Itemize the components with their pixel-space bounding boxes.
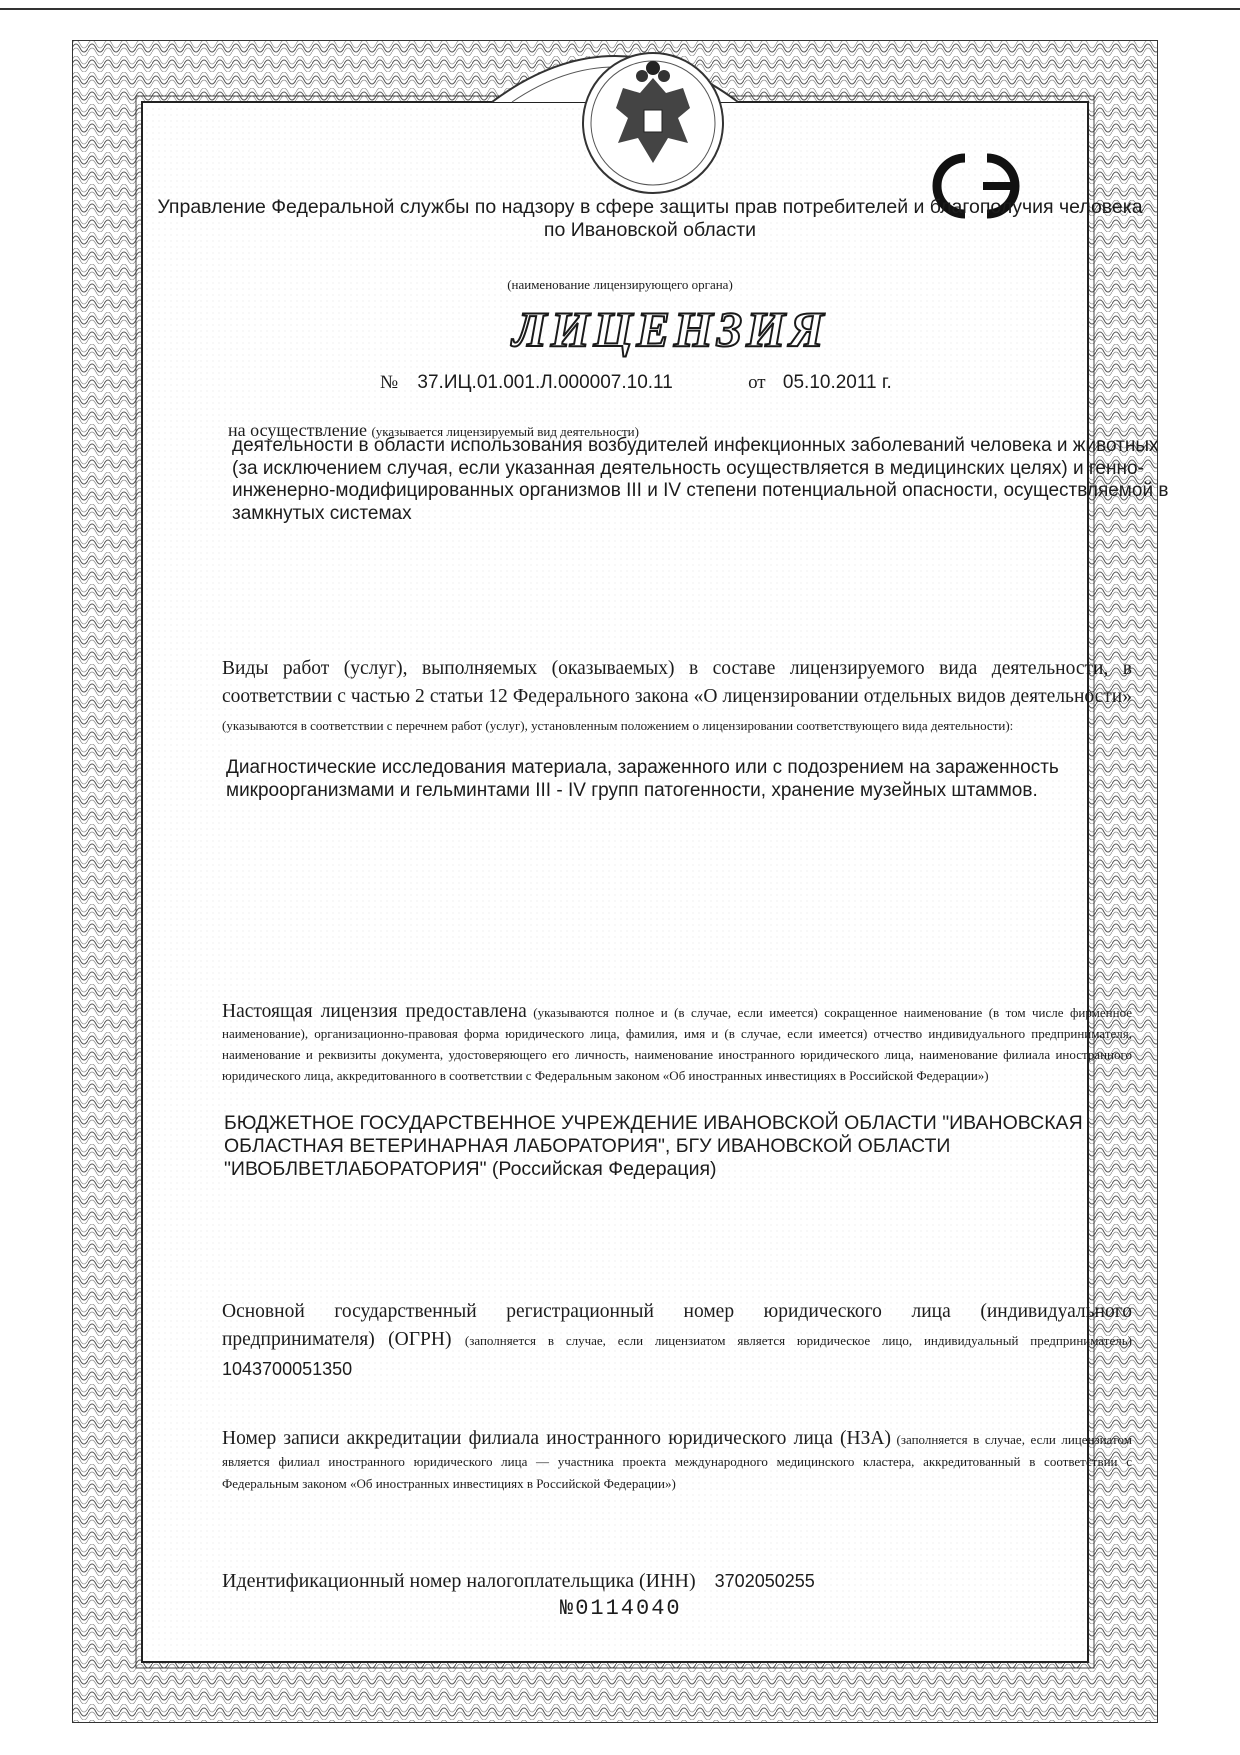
- date-prefix: от: [748, 372, 766, 393]
- ogrn-value: 1043700051350: [222, 1359, 353, 1379]
- activity-label: на осуществление: [228, 420, 367, 440]
- licensee-label: Настоящая лицензия предоставлена: [222, 1001, 527, 1022]
- licensee-value: БЮДЖЕТНОЕ ГОСУДАРСТВЕННОЕ УЧРЕЖДЕНИЕ ИВАНОВСКОЙ ОБЛАСТИ "ИВАНОВСКАЯ ОБЛАСТНАЯ ВЕТЕРИНАРНАЯ ЛАБОРАТОРИЯ", БГУ ИВАНОВСКОЙ ОБЛАСТИ "ИВОБЛВЕТЛАБОРАТОРИЯ" (Российская Федерация): [224, 1112, 1083, 1180]
- license-number: 37.ИЦ.01.001.Л.000007.10.11: [417, 372, 673, 393]
- form-serial-number: №0114040: [560, 1596, 682, 1621]
- nza-note: (заполняется в случае, если лицензиатом является филиал иностранного юридического лица — участника проекта международного медицинского кластера, аккредитованный в соответствии с Федеральным законом «Об иностранных инвестициях в Российской Федерации»): [222, 1432, 1132, 1491]
- authority-caption: (наименование лицензирующего органа): [507, 277, 733, 292]
- works-label-block: [222, 655, 1132, 739]
- license-title-text: ЛИЦЕНЗИЯ: [512, 301, 828, 357]
- license-date: 05.10.2011 г.: [782, 372, 892, 393]
- inn-row: [222, 1570, 815, 1593]
- inn-label: Идентификационный номер налогоплательщика (ИНН): [222, 1570, 696, 1592]
- works-note: (указываются в соответствии с перечнем работ (услуг), установленным положением о лицензировании соответствующего вида деятельности):: [222, 718, 1014, 733]
- ogrn-label: Основной государственный регистрационный номер юридического лица (индивидуального предпринимателя) (ОГРН): [222, 1301, 1132, 1350]
- license-title: [480, 300, 860, 358]
- licensee-label-block: [222, 1001, 1132, 1086]
- works-label: Виды работ (услуг), выполняемых (оказываемых) в составе лицензируемого вида деятельности, в соответствии с частью 2 статьи 12 Федерального закона «О лицензировании отдельных видов деятельности»: [222, 658, 1132, 707]
- activity-note: (указывается лицензируемый вид деятельности): [371, 424, 639, 439]
- number-prefix: №: [380, 372, 399, 393]
- inn-value: 3702050255: [714, 1571, 815, 1591]
- licensee-note: (указываются полное и (в случае, если имеется) сокращенное наименование (в том числе фирменное наименование), организационно-правовая форма юридического лица, фамилия, имя и (в случае, если имеется) отчество индивидуального предпринимателя, наименование и реквизиты документа, удостоверяющего его личность, наименование иностранного юридического лица, наименование филиала иностранного юридического лица, аккредитованного в соответствии с Федеральным законом «Об иностранных инвестициях в Российской Федерации»): [222, 1005, 1132, 1083]
- coat-of-arms-emblem: [578, 48, 728, 198]
- works-value: Диагностические исследования материала, зараженного или с подозрением на зараженность микроорганизмами и гельминтами III - IV групп патогенности, хранение музейных штаммов.: [226, 757, 1059, 801]
- ogrn-note: (заполняется в случае, если лицензиатом является юридическое лицо, индивидуальный предприниматель): [464, 1333, 1133, 1348]
- nza-label: Номер записи аккредитации филиала иностранного юридического лица (НЗА): [222, 1428, 891, 1449]
- activity-value: деятельности в области использования возбудителей инфекционных заболеваний человека и животных (за исключением случая, если указанная деятельность осуществляется в медицинских целях) и генно-инженерно-модифицированных организмов III и IV степени потенциальной опасности, осуществляемой в замкнутых системах: [232, 435, 1169, 524]
- nza-block: [222, 1428, 1132, 1495]
- ogrn-block: [222, 1298, 1132, 1384]
- authority-name: Управление Федеральной службы по надзору в сфере защиты прав потребителей и благополучия человека по Ивановской области: [157, 196, 1143, 241]
- license-number-row: [380, 372, 892, 394]
